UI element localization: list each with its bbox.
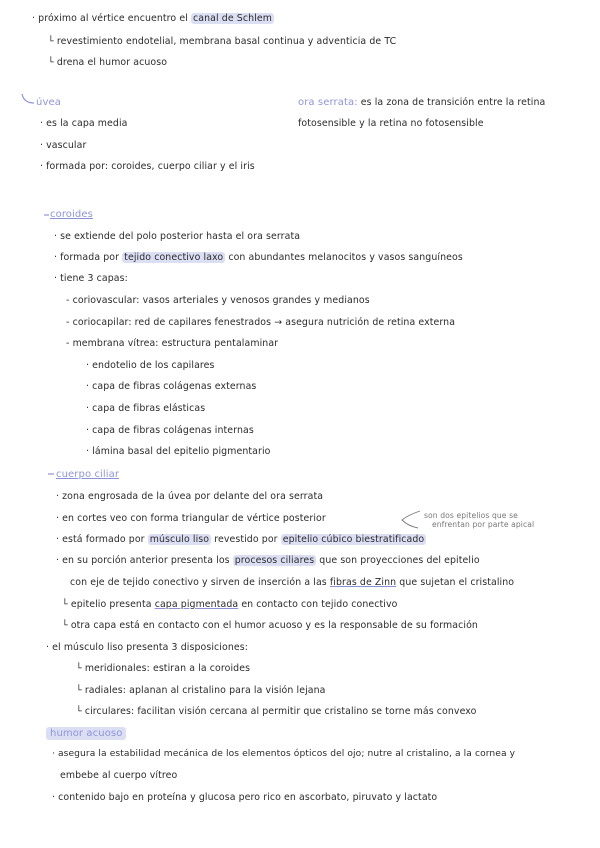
line-drena: └ drena el humor acuoso xyxy=(48,57,168,68)
line-cc-cortes: · en cortes veo con forma triangular de vértice posterior xyxy=(56,513,326,524)
line-cc-zona: · zona engrosada de la úvea por delante del ora serrata xyxy=(56,491,324,502)
text-epitelio-cubico: epitelio cúbico biestratificado xyxy=(282,534,425,545)
line-membrana-vitrea: - membrana vítrea: estructura pentalaminar xyxy=(66,338,279,349)
line-cc-otra-capa: └ otra capa está en contacto con el humor acuoso y es la responsable de su formación xyxy=(62,620,478,631)
heading-humor-acuoso: humor acuoso xyxy=(46,727,126,740)
text-procesos-ciliares: procesos ciliares xyxy=(234,555,315,566)
text-cc-porcion-a: · en su porción anterior presenta los xyxy=(56,555,233,566)
line-cc-pigmentada xyxy=(62,598,397,611)
line-ha-asegura: · asegura la estabilidad mecánica de los elementos ópticos del ojo; nutre al cristalino, a la cornea y xyxy=(52,749,516,759)
text-fibras-zinn: fibras de Zinn xyxy=(329,577,397,588)
note-brace xyxy=(402,511,420,528)
uvea-bracket xyxy=(22,94,34,103)
heading-uvea: úvea xyxy=(36,97,61,108)
line-cc-porcion xyxy=(56,554,480,567)
line-ha-contenido: · contenido bajo en proteína y glucosa pero rico en ascorbato, piruvato y lactato xyxy=(52,792,438,803)
line-ml-circulares: └ circulares: facilitan visión cercana al permitir que cristalino se torne más convexo xyxy=(76,706,477,717)
text-cc-formado-b: revestido por xyxy=(211,534,281,545)
text-cc-eje-a: con eje de tejido conectivo y sirven de inserción a las xyxy=(70,577,330,588)
line-mv-lamina: · lámina basal del epitelio pigmentario xyxy=(86,446,271,457)
text-ora-1: es la zona de transición entre la retina xyxy=(357,97,546,108)
line-coriovascular: - coriovascular: vasos arteriales y venosos grandes y medianos xyxy=(66,295,370,306)
line-mv-endotelio: · endotelio de los capilares xyxy=(86,360,215,371)
text-cor-formada-a: · formada por xyxy=(54,252,123,263)
text-cc-formado-a: · está formado por xyxy=(56,534,148,545)
heading-ora-serrata: ora serrata: xyxy=(298,97,358,108)
text-schlem-highlight: canal de Schlem xyxy=(193,13,272,24)
text-cc-pigmentada-a: └ epitelio presenta xyxy=(62,599,155,610)
text-capa-pigmentada: capa pigmentada xyxy=(154,599,239,610)
text-cor-formada-b: con abundantes melanocitos y vasos sanguíneos xyxy=(225,252,463,263)
line-mv-colagenas-int: · capa de fibras colágenas internas xyxy=(86,425,254,436)
note-epitelios-2: enfrentan por parte apical xyxy=(432,520,535,529)
heading-cuerpo-ciliar: cuerpo ciliar xyxy=(56,469,120,480)
line-cor-formada xyxy=(54,251,463,264)
line-schlem xyxy=(32,12,274,25)
text-cc-pigmentada-b: en contacto con tejido conectivo xyxy=(238,599,398,610)
heading-coroides: coroides xyxy=(50,209,93,220)
line-uvea-media: · es la capa media xyxy=(40,118,128,129)
line-mv-elasticas: · capa de fibras elásticas xyxy=(86,403,206,414)
line-cc-formado xyxy=(56,533,426,546)
line-cor-capas: · tiene 3 capas: xyxy=(54,273,128,284)
line-ha-embebe: embebe al cuerpo vítreo xyxy=(60,770,178,781)
line-ora-1 xyxy=(298,96,545,109)
line-revestimiento: └ revestimiento endotelial, membrana basal continua y adventicia de TC xyxy=(48,36,397,47)
line-ml-disposiciones: · el músculo liso presenta 3 disposiciones: xyxy=(46,642,248,653)
text-musculo-liso: músculo liso xyxy=(149,534,210,545)
text-cc-porcion-b: que son proyecciones del epitelio xyxy=(316,555,480,566)
text-schlem-intro: · próximo al vértice encuentro el xyxy=(32,13,191,24)
line-uvea-vascular: · vascular xyxy=(40,140,87,151)
line-ml-radiales: └ radiales: aplanan al cristalino para la visión lejana xyxy=(76,685,326,696)
line-cor-extiende: · se extiende del polo posterior hasta el ora serrata xyxy=(54,231,301,242)
note-epitelios-1: son dos epitelios que se xyxy=(424,511,518,520)
text-cc-eje-b: que sujetan el cristalino xyxy=(396,577,515,588)
line-ml-meridionales: └ meridionales: estiran a la coroides xyxy=(76,663,251,674)
text-tejido-conectivo-laxo: tejido conectivo laxo xyxy=(124,252,224,263)
line-uvea-formada: · formada por: coroides, cuerpo ciliar y el iris xyxy=(40,161,255,172)
line-coriocapilar: - coriocapilar: red de capilares fenestrados → asegura nutrición de retina externa xyxy=(66,317,456,328)
line-cc-eje xyxy=(70,576,514,589)
line-ora-2: fotosensible y la retina no fotosensible xyxy=(298,118,484,129)
line-mv-colagenas-ext: · capa de fibras colágenas externas xyxy=(86,381,257,392)
